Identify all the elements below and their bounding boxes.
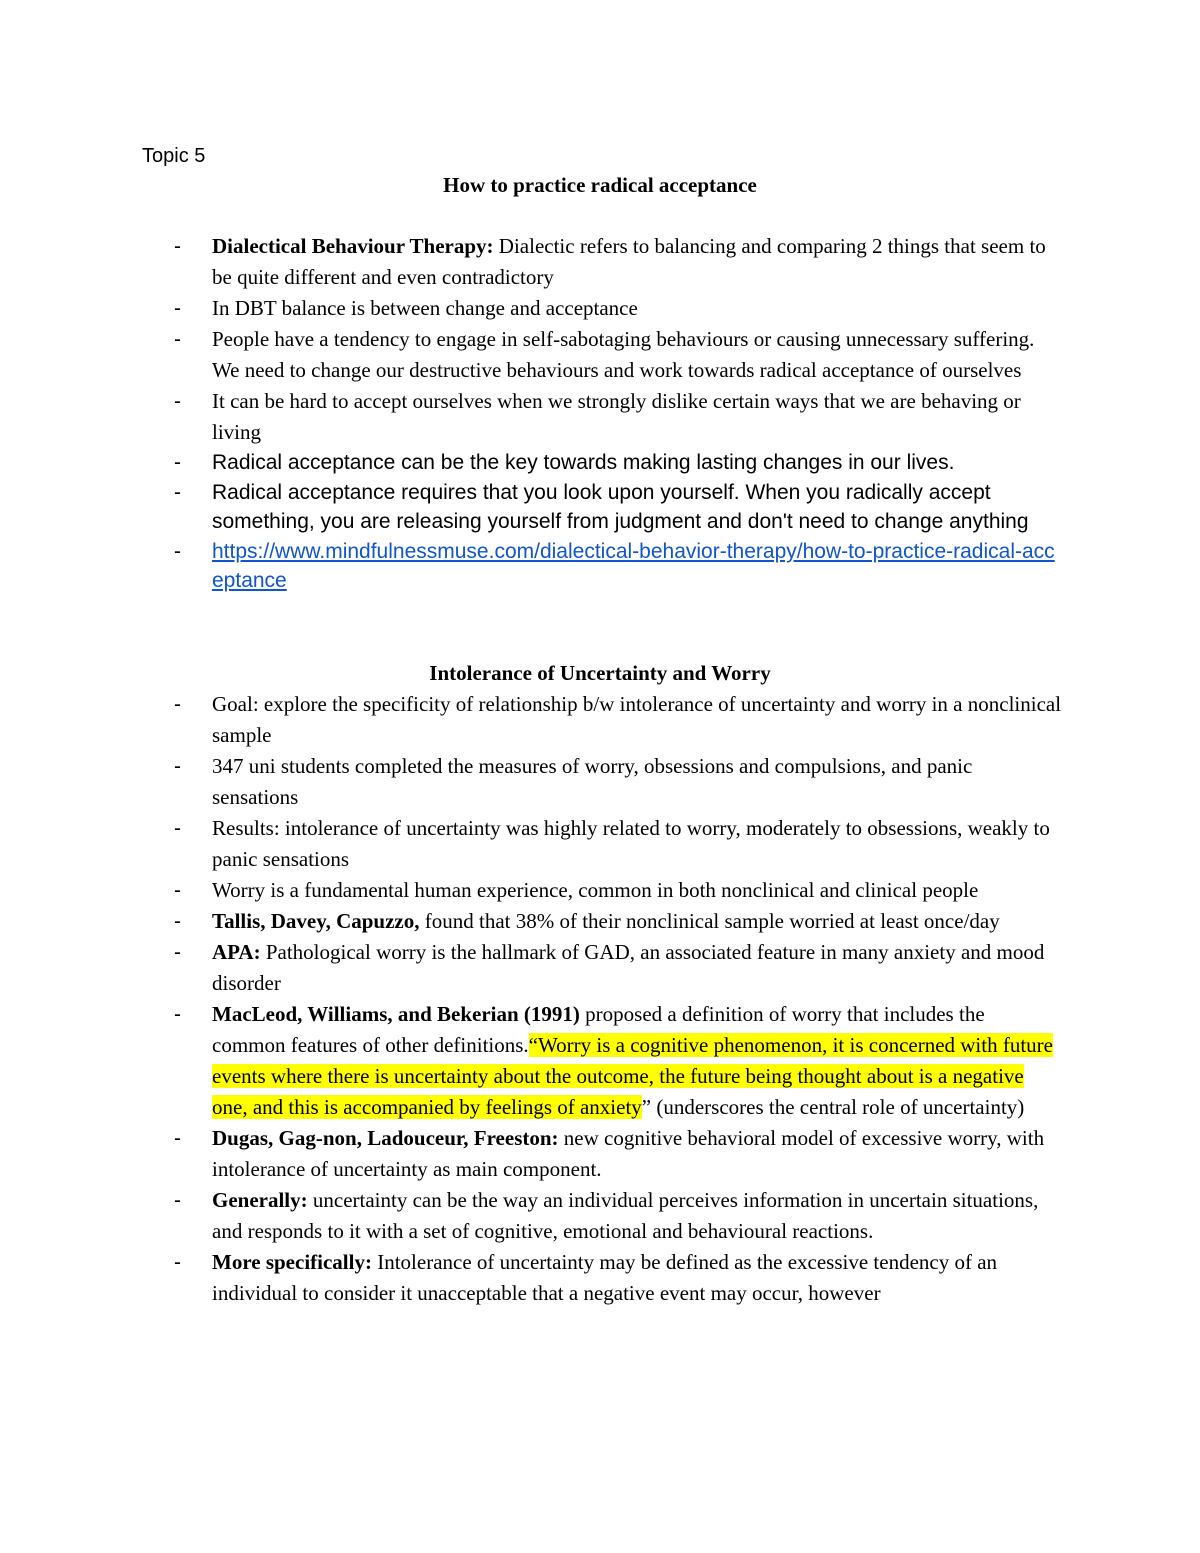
item-text: Radical acceptance requires that you look upon yourself. When you radically accept something, you are releasing yourself from judgment and don't need to change anything [212, 480, 1029, 533]
item-bold-label: Generally: [212, 1188, 308, 1212]
item-text: People have a tendency to engage in self-sabotaging behaviours or causing unnecessary suffering. We need to change our destructive behaviours and work towards radical acceptance of ourselves [212, 327, 1035, 382]
list-item [0, 689, 1062, 751]
list-item [0, 386, 1062, 448]
list-item [0, 1123, 1062, 1185]
item-text: In DBT balance is between change and acceptance [212, 296, 638, 320]
list-item [0, 537, 1062, 596]
list-item [0, 448, 1062, 478]
list-item [0, 906, 1062, 937]
topic-label: Topic 5 [142, 145, 206, 167]
list-item [0, 1247, 1062, 1309]
section-heading-intolerance-uncertainty: Intolerance of Uncertainty and Worry [429, 661, 771, 685]
item-text: Goal: explore the specificity of relationship b/w intolerance of uncertainty and worry in a nonclinical sample [212, 692, 1062, 747]
item-text-after: ” (underscores the central role of uncertainty) [641, 1095, 1025, 1119]
list-item [0, 1185, 1062, 1247]
list-item [0, 324, 1062, 386]
item-bold-label: APA: [212, 940, 261, 964]
item-text: Dialectic refers to balancing and comparing 2 things that seem to be quite different and even contradictory [212, 234, 1046, 289]
item-text: found that 38% of their nonclinical sample worried at least once/day [419, 909, 1000, 933]
intolerance-uncertainty-list [0, 689, 1200, 1309]
item-bold-label: Tallis, Davey, Capuzzo, [212, 909, 420, 933]
list-item [0, 813, 1062, 875]
section-heading-radical-acceptance: How to practice radical acceptance [443, 173, 757, 197]
list-item [0, 478, 1062, 537]
item-bold-label: More specifically: [212, 1250, 372, 1274]
item-text: Pathological worry is the hallmark of GAD, an associated feature in many anxiety and mood disorder [212, 940, 1045, 995]
item-bold-label: Dialectical Behaviour Therapy: [212, 234, 494, 258]
item-text: 347 uni students completed the measures of worry, obsessions and compulsions, and panic sensations [212, 754, 973, 809]
item-text: proposed a definition of worry that includes the common features of other definitions. [212, 1002, 985, 1057]
item-text: uncertainty can be the way an individual perceives information in uncertain situations, and responds to it with a set of cognitive, emotional and behavioural reactions. [212, 1188, 1039, 1243]
highlighted-quote: “Worry is a cognitive phenomenon, it is concerned with future events where there is uncertainty about the outcome, the future being thought about is a negative one, and this is accompanied by feelings of anxiety [212, 1033, 1053, 1119]
list-item [0, 293, 1062, 324]
list-item [0, 937, 1062, 999]
list-item [0, 751, 1062, 813]
list-item [0, 231, 1062, 293]
item-bold-label: Dugas, Gag-non, Ladouceur, Freeston: [212, 1126, 559, 1150]
list-item [0, 875, 1062, 906]
radical-acceptance-list [0, 231, 1200, 596]
item-text: Worry is a fundamental human experience, common in both nonclinical and clinical people [212, 878, 979, 902]
item-text: Results: intolerance of uncertainty was highly related to worry, moderately to obsessions, weakly to panic sensations [212, 816, 1050, 871]
list-item [0, 999, 1062, 1123]
item-text: new cognitive behavioral model of excessive worry, with intolerance of uncertainty as main component. [212, 1126, 1045, 1181]
mindfulnessmuse-link[interactable]: https://www.mindfulnessmuse.com/dialectical-behavior-therapy/how-to-practice-radical-acceptance [212, 539, 1055, 592]
item-text: It can be hard to accept ourselves when we strongly dislike certain ways that we are behaving or living [212, 389, 1021, 444]
item-text: Intolerance of uncertainty may be defined as the excessive tendency of an individual to consider it unacceptable that a negative event may occur, however [212, 1250, 998, 1305]
item-bold-label: MacLeod, Williams, and Bekerian (1991) [212, 1002, 580, 1026]
item-text: Radical acceptance can be the key towards making lasting changes in our lives. [212, 451, 955, 474]
